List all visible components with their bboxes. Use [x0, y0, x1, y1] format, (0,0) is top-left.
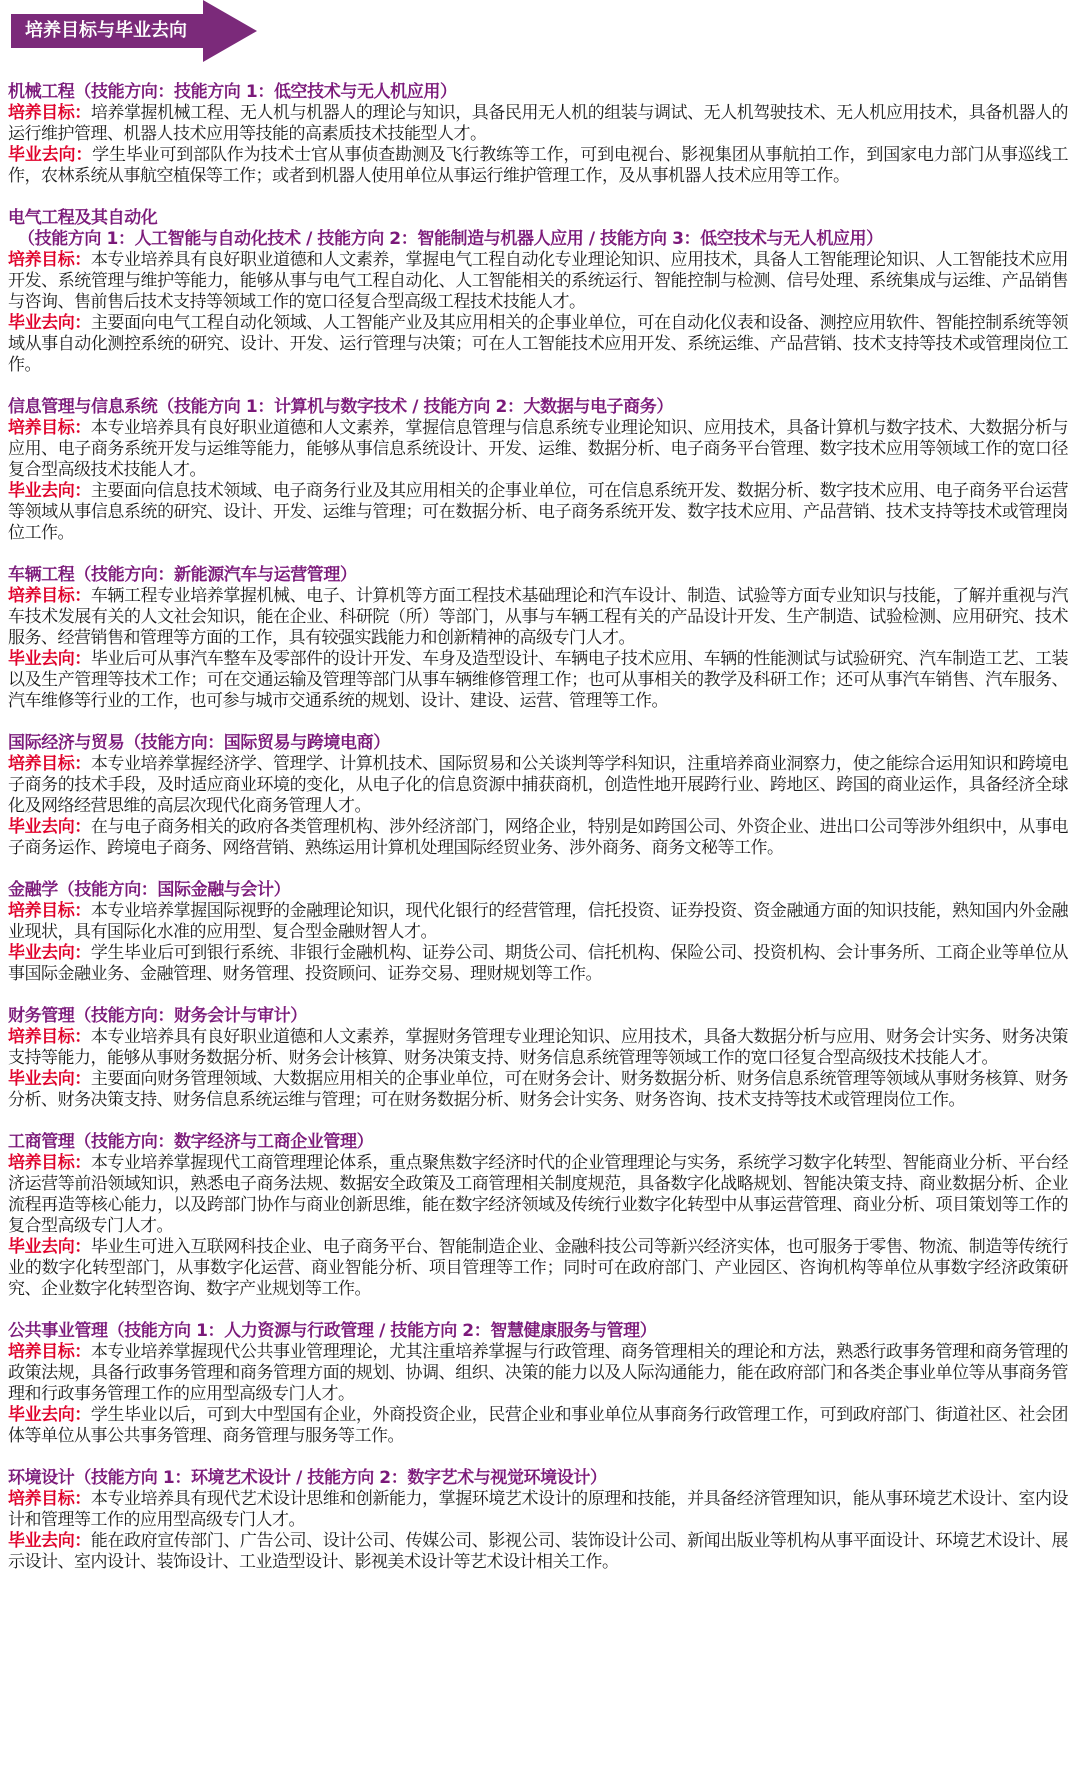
goal-text: 本专业培养掌握国际视野的金融理论知识，现代化银行的经营管理，信托投资、证券投资、资金融通方面的知识技能，熟知国内外金融业现状，具有国际化水准的应用型、复合型金融财智人才。 [8, 901, 1069, 942]
goal-text: 本专业培养掌握经济学、管理学、计算机技术、国际贸易和公关谈判等学科知识，注重培养商业洞察力，使之能综合运用知识和跨境电子商务的技术手段，及时适应商业环境的变化，从电子化的信息资源中捕获商机，创造性地开展跨行业、跨地区、跨国的商业运作，具备经济全球化及网络经营思维的高层次现代化商务管理人才。 [8, 754, 1069, 816]
goal-text: 车辆工程专业培养掌握机械、电子、计算机等方面工程技术基础理论和汽车设计、制造、试验等方面专业知识与技能，了解并重视与汽车技术发展有关的人文社会知识，能在企业、科研院（所）等部门，从事与车辆工程有关的产品设计开发、生产制造、试验检测、应用研究、技术服务、经营销售和管理等方面的工作，具有较强实践能力和创新精神的高级专门人才。 [8, 586, 1069, 648]
career-text: 毕业生可进入互联网科技企业、电子商务平台、智能制造企业、金融科技公司等新兴经济实体，也可服务于零售、物流、制造等传统行业的数字化转型部门，从事数字化运营、商业智能分析、项目管理等工作；同时可在政府部门、产业园区、咨询机构等单位从事数字经济政策研究、企业数字化转型咨询、数字产业规划等工作。 [8, 1237, 1069, 1299]
major-section [8, 733, 1068, 859]
goal-label: 培养目标： [8, 1027, 91, 1047]
career-text: 毕业后可从事汽车整车及零部件的设计开发、车身及造型设计、车辆电子技术应用、车辆的性能测试与试验研究、汽车制造工艺、工装以及生产管理等技术工作；可在交通运输及管理等部门从事车辆维修管理工作；也可从事相关的教学及科研工作；还可从事汽车销售、汽车服务、汽车维修等行业的工作，也可参与城市交通系统的规划、设计、建设、运营、管理等工作。 [8, 649, 1069, 711]
career-label: 毕业去向： [8, 1069, 91, 1089]
career-label: 毕业去向： [8, 817, 91, 837]
goal-text: 本专业培养具有现代艺术设计思维和创新能力，掌握环境艺术设计的原理和技能，并具备经济管理知识，能从事环境艺术设计、室内设计和管理等工作的应用型高级专门人才。 [8, 1489, 1069, 1530]
goal-paragraph [8, 1027, 1068, 1069]
goal-text: 培养掌握机械工程、无人机与机器人的理论与知识，具备民用无人机的组装与调试、无人机驾驶技术、无人机应用技术，具备机器人的运行维护管理、机器人技术应用等技能的高素质技术技能型人才。 [8, 103, 1069, 144]
goal-paragraph [8, 418, 1068, 481]
major-section [8, 880, 1068, 985]
career-paragraph [8, 481, 1068, 544]
major-section [8, 208, 1068, 376]
major-subtitle: （技能方向 1：人工智能与自动化技术 / 技能方向 2：智能制造与机器人应用 / 技能方向 3：低空技术与无人机应用） [18, 229, 883, 249]
goal-text: 本专业培养具有良好职业道德和人文素养，掌握电气工程自动化专业理论知识、应用技术，具备人工智能理论知识、人工智能技术应用开发、系统管理与维护等能力，能够从事与电气工程自动化、人工智能相关的系统运行、智能控制与检测、信号处理、系统集成与运维、产品销售与咨询、售前售后技术支持等领域工作的宽口径复合型高级工程技术技能人才。 [8, 250, 1069, 312]
goal-label: 培养目标： [8, 586, 91, 606]
career-label: 毕业去向： [8, 145, 93, 165]
goal-label: 培养目标： [8, 754, 91, 774]
goal-paragraph [8, 250, 1068, 313]
goal-text: 本专业培养具有良好职业道德和人文素养，掌握信息管理与信息系统专业理论知识、应用技术，具备计算机与数字技术、大数据分析与应用、电子商务系统开发与运维等能力，能够从事信息系统设计、开发、运维、数据分析、电子商务平台管理、数字技术应用等领域工作的宽口径复合型高级技术技能人才。 [8, 418, 1069, 480]
major-title: 电气工程及其自动化 [8, 208, 158, 228]
major-title: 车辆工程（技能方向：新能源汽车与运营管理） [8, 565, 357, 585]
goal-label: 培养目标： [8, 901, 91, 921]
career-text: 学生毕业后可到银行系统、非银行金融机构、证券公司、期货公司、信托机构、保险公司、投资机构、会计事务所、工商企业等单位从事国际金融业务、金融管理、财务管理、投资顾问、证券交易、理财规划等工作。 [8, 943, 1069, 984]
major-section [8, 82, 1068, 187]
career-text: 学生毕业可到部队作为技术士官从事侦查勘测及飞行教练等工作，可到电视台、影视集团从事航拍工作，到国家电力部门从事巡线工作，农林系统从事航空植保等工作；或者到机器人使用单位从事运行维护管理工作，及从事机器人技术应用等工作。 [8, 145, 1069, 186]
goal-paragraph [8, 586, 1068, 649]
career-label: 毕业去向： [8, 943, 91, 963]
section-header-label: 培养目标与毕业去向 [25, 20, 187, 41]
goal-text: 本专业培养具有良好职业道德和人文素养，掌握财务管理专业理论知识、应用技术，具备大数据分析与应用、财务会计实务、财务决策支持等能力，能够从事财务数据分析、财务会计核算、财务决策支持、财务信息系统管理等领域工作的宽口径复合型高级技术技能人才。 [8, 1027, 1069, 1068]
major-title: 环境设计（技能方向 1：环境艺术设计 / 技能方向 2：数字艺术与视觉环境设计） [8, 1468, 607, 1488]
career-text: 主要面向电气工程自动化领域、人工智能产业及其应用相关的企事业单位，可在自动化仪表和设备、测控应用软件、智能控制系统等领域从事自动化测控系统的研究、设计、开发、运行管理与决策；可在人工智能技术应用开发、系统运维、产品营销、技术支持等技术或管理岗位工作。 [8, 313, 1069, 375]
major-section [8, 1006, 1068, 1111]
goal-label: 培养目标： [8, 418, 91, 438]
career-paragraph [8, 1237, 1068, 1300]
goal-label: 培养目标： [8, 1153, 91, 1173]
career-text: 主要面向财务管理领域、大数据应用相关的企事业单位，可在财务会计、财务数据分析、财务信息系统管理等领域从事财务核算、财务分析、财务决策支持、财务信息系统运维与管理；可在财务数据分析、财务会计实务、财务咨询、技术支持等技术或管理岗位工作。 [8, 1069, 1069, 1110]
career-paragraph [8, 1069, 1068, 1111]
career-text: 在与电子商务相关的政府各类管理机构、涉外经济部门，网络企业，特别是如跨国公司、外资企业、进出口公司等涉外组织中，从事电子商务运作、跨境电子商务、网络营销、熟练运用计算机处理国际经贸业务、涉外商务、商务文秘等工作。 [8, 817, 1069, 858]
goal-paragraph [8, 1153, 1068, 1237]
major-title: 财务管理（技能方向：财务会计与审计） [8, 1006, 307, 1026]
career-label: 毕业去向： [8, 481, 91, 501]
goal-paragraph [8, 754, 1068, 817]
career-text: 学生毕业以后，可到大中型国有企业，外商投资企业，民营企业和事业单位从事商务行政管理工作，可到政府部门、街道社区、社会团体等单位从事公共事务管理、商务管理与服务等工作。 [8, 1405, 1069, 1446]
career-paragraph [8, 817, 1068, 859]
major-section [8, 1468, 1068, 1573]
career-paragraph [8, 649, 1068, 712]
career-paragraph [8, 313, 1068, 376]
major-section [8, 565, 1068, 712]
major-title: 机械工程（技能方向：技能方向 1：低空技术与无人机应用） [8, 82, 457, 102]
career-label: 毕业去向： [8, 1531, 91, 1551]
career-label: 毕业去向： [8, 313, 91, 333]
career-label: 毕业去向： [8, 1405, 91, 1425]
major-section [8, 1132, 1068, 1300]
goal-text: 本专业培养掌握现代公共事业管理理论，尤其注重培养掌握与行政管理、商务管理相关的理论和方法，熟悉行政事务管理和商务管理的政策法规，具备行政事务管理和商务管理方面的规划、协调、组织、决策的能力以及人际沟通能力，能在政府部门和各类企事业单位等从事商务管理和行政事务管理工作的应用型高级专门人才。 [8, 1342, 1069, 1404]
goal-text: 本专业培养掌握现代工商管理理论体系，重点聚焦数字经济时代的企业管理理论与实务，系统学习数字化转型、智能商业分析、平台经济运营等前沿领域知识，熟悉电子商务法规、数据安全政策及工商管理相关制度规范，具备数字化战略规划、智能决策支持、商业数据分析、企业流程再造等核心能力，以及跨部门协作与商业创新思维，能在数字经济领域及传统行业数字化转型中从事运营管理、商业分析、项目策划等工作的复合型高级专门人才。 [8, 1153, 1069, 1236]
major-title: 信息管理与信息系统（技能方向 1：计算机与数字技术 / 技能方向 2：大数据与电子商务） [8, 397, 673, 417]
major-title: 国际经济与贸易（技能方向：国际贸易与跨境电商） [8, 733, 390, 753]
career-label: 毕业去向： [8, 649, 91, 669]
major-title: 金融学（技能方向：国际金融与会计） [8, 880, 291, 900]
major-title: 公共事业管理（技能方向 1：人力资源与行政管理 / 技能方向 2：智慧健康服务与管理） [8, 1321, 657, 1341]
career-text: 主要面向信息技术领域、电子商务行业及其应用相关的企事业单位，可在信息系统开发、数据分析、数字技术应用、电子商务平台运营等领域从事信息系统的研究、设计、开发、运维与管理；可在数据分析、电子商务系统开发、数字技术应用、产品营销、技术支持等技术或管理岗位工作。 [8, 481, 1069, 543]
goal-label: 培养目标： [8, 250, 91, 270]
career-paragraph [8, 1531, 1068, 1573]
major-section [8, 397, 1068, 544]
career-text: 能在政府宣传部门、广告公司、设计公司、传媒公司、影视公司、装饰设计公司、新闻出版业等机构从事平面设计、环境艺术设计、展示设计、室内设计、装饰设计、工业造型设计、影视美术设计等艺术设计相关工作。 [8, 1531, 1069, 1572]
major-title: 工商管理（技能方向：数字经济与工商企业管理） [8, 1132, 374, 1152]
career-label: 毕业去向： [8, 1237, 91, 1257]
goal-paragraph [8, 1342, 1068, 1405]
career-paragraph [8, 1405, 1068, 1447]
goal-label: 培养目标： [8, 103, 91, 123]
section-header-arrow [11, 0, 257, 62]
major-section [8, 1321, 1068, 1447]
career-paragraph [8, 145, 1068, 187]
goal-paragraph [8, 901, 1068, 943]
goal-paragraph [8, 103, 1068, 145]
goal-label: 培养目标： [8, 1489, 91, 1509]
goal-paragraph [8, 1489, 1068, 1531]
goal-label: 培养目标： [8, 1342, 91, 1362]
career-paragraph [8, 943, 1068, 985]
